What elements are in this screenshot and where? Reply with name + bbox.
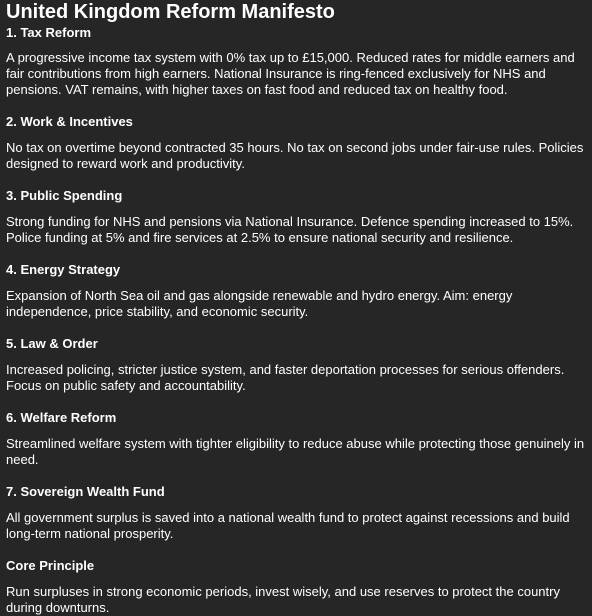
section-welfare-reform [6, 409, 586, 468]
section-sovereign-wealth-fund [6, 483, 586, 542]
section-heading: 6. Welfare Reform [6, 410, 117, 425]
section-body: No tax on overtime beyond contracted 35 hours. No tax on second jobs under fair-use rules. Policies designed to reward work and productivity. [6, 140, 584, 171]
section-core-principle [6, 557, 586, 616]
section-heading: 4. Energy Strategy [6, 262, 121, 277]
section-body: Strong funding for NHS and pensions via National Insurance. Defence spending increased to 15%. Police funding at 5% and fire services at 2.5% to ensure national security and resilience. [6, 214, 574, 245]
section-body: Streamlined welfare system with tighter eligibility to reduce abuse while protecting those genuinely in need. [6, 436, 585, 467]
section-heading: 5. Law & Order [6, 336, 98, 351]
page-title: United Kingdom Reform Manifesto [6, 1, 335, 23]
section-law-order [6, 335, 586, 394]
section-body: All government surplus is saved into a national wealth fund to protect against recessions and build long-term national prosperity. [6, 510, 570, 541]
section-body: Expansion of North Sea oil and gas alongside renewable and hydro energy. Aim: energy independence, price stability, and economic security. [6, 288, 513, 319]
section-public-spending [6, 187, 586, 246]
section-heading: Core Principle [6, 558, 95, 573]
section-body: A progressive income tax system with 0% tax up to £15,000. Reduced rates for middle earners and fair contributions from high earners. National Insurance is ring-fenced exclusively for NHS and pensions. VAT remains, with higher taxes on fast food and reduced tax on healthy food. [6, 50, 575, 97]
section-heading: 3. Public Spending [6, 188, 123, 203]
section-heading: 2. Work & Incentives [6, 114, 133, 129]
section-work-incentives [6, 113, 586, 172]
section-tax-reform [6, 24, 586, 98]
section-energy-strategy [6, 261, 586, 320]
section-heading: 1. Tax Reform [6, 25, 92, 40]
section-body: Run surpluses in strong economic periods, invest wisely, and use reserves to protect the country during downturns. [6, 584, 560, 615]
section-body: Increased policing, stricter justice system, and faster deportation processes for serious offenders. Focus on public safety and accountability. [6, 362, 565, 393]
section-heading: 7. Sovereign Wealth Fund [6, 484, 165, 499]
